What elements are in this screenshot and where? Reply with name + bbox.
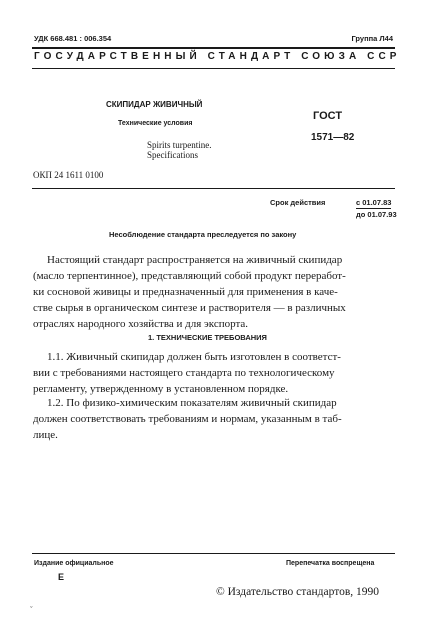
okp-rule <box>32 188 395 189</box>
intro-line: ки сосновой живицы и предназначенный для применения в каче- <box>33 286 338 298</box>
intro-line: (масло терпентинное), представляющий собой продукт переработ- <box>33 270 346 282</box>
header-top-rule <box>32 47 395 49</box>
clause-line: должен соответствовать требованиям и нормам, указанным в таб- <box>33 413 342 425</box>
reprint-notice: Перепечатка воспрещена <box>286 560 375 567</box>
english-title-line1: Spirits turpentine. <box>147 140 212 150</box>
clause-line: 1.2. По физико-химическим показателям живичный скипидар <box>47 397 337 409</box>
intro-line: стве сырья в органическом синтезе и растворителя — в различных <box>33 302 346 314</box>
clause-line: вии с требованиями настоящего стандарта по технологическому <box>33 367 335 379</box>
state-standard-banner: ГОСУДАРСТВЕННЫЙ СТАНДАРТ СОЮЗА ССР <box>34 51 401 62</box>
clause-line: 1.1. Живичный скипидар должен быть изготовлен в соответст- <box>47 351 341 363</box>
validity-from: с 01.07.83 <box>356 198 392 207</box>
footer-rule <box>32 553 395 554</box>
clause-1-1 <box>33 349 341 397</box>
clause-line: лице. <box>33 429 58 441</box>
validity-label: Срок действия <box>270 198 326 207</box>
gost-number: 1571—82 <box>311 132 355 143</box>
clause-line: регламенту, утвержденному в установленном порядке. <box>33 383 289 395</box>
copyright: © Издательство стандартов, 1990 <box>216 586 380 598</box>
noncompliance-notice: Несоблюдение стандарта преследуется по закону <box>109 230 297 239</box>
okp-code: ОКП 24 1611 0100 <box>33 170 104 180</box>
validity-to: до 01.07.93 <box>356 210 397 219</box>
standard-subtitle: Технические условия <box>118 120 193 127</box>
standard-title: СКИПИДАР ЖИВИЧНЫЙ <box>106 100 203 109</box>
clause-1-2 <box>33 395 342 443</box>
official-edition: Издание официальное <box>34 560 114 567</box>
header-bottom-rule <box>32 68 395 69</box>
intro-line: Настоящий стандарт распространяется на живичный скипидар <box>47 254 343 266</box>
group-code: Группа Л44 <box>351 34 393 43</box>
section-heading: 1. ТЕХНИЧЕСКИЕ ТРЕБОВАНИЯ <box>148 333 267 342</box>
english-title-line2: Specifications <box>147 150 198 160</box>
intro-paragraph <box>33 252 346 332</box>
scan-mark: ˇ <box>30 605 33 614</box>
udk-code: УДК 668.481 : 006.354 <box>34 34 112 43</box>
gost-label: ГОСТ <box>313 110 343 122</box>
intro-line: отраслях народного хозяйства и для экспорта. <box>33 318 249 330</box>
edition-letter: E <box>58 572 65 582</box>
